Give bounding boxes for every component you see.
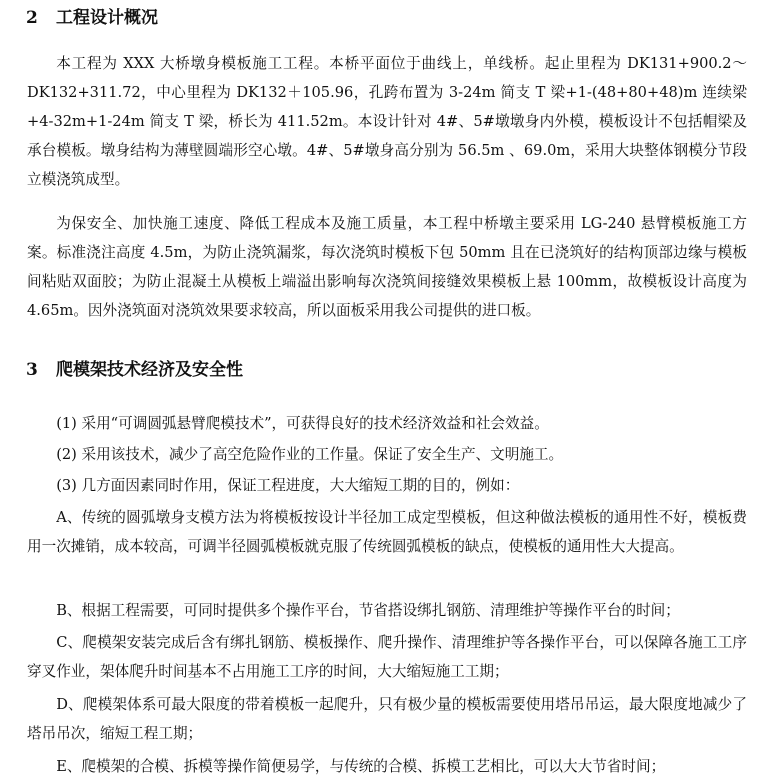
- section-3-paragraph-d: D、爬模架体系可最大限度的带着模板一起爬升，只有极少量的模板需要使用塔吊吊运，最大限度地减少了塔吊吊次，缩短工程工期；: [27, 696, 747, 742]
- section-3-paragraph-e: E、爬模架的合模、拆模等操作简便易学，与传统的合模、拆模工艺相比，可以大大节省时间；: [56, 758, 666, 775]
- section-2-paragraph-2: 为保安全、加快施工速度、降低工程成本及施工质量，本工程中桥墩主要采用 LG-240 悬臂模板施工方案。标准浇注高度 4.5m，为防止浇筑漏浆，每次浇筑时模板下包 50mm 且在已浇筑好的结构顶部边缘与模板间粘贴双面胶；为防止混凝土从模板上端溢出影响每次浇筑间接缝效果模板上悬 100mm，故模板设计高度为 4.65m。因外浇筑面对浇筑效果要求较高，所以面板采用我公司提供的进口板。: [27, 215, 747, 319]
- section-3-number: 3: [26, 360, 38, 380]
- section-3-heading: [26, 358, 243, 382]
- section-2-title: 工程设计概况: [56, 8, 158, 28]
- section-2-paragraph-1: 本工程为 XXX 大桥墩身模板施工工程。本桥平面位于曲线上，单线桥。起止里程为 DK131+900.2～DK132+311.72，中心里程为 DK132＋105.96，孔跨布置为 3-24m 简支 T 梁+1-(48+80+48)m 连续梁+4-32m+1-24m 简支 T 梁，桥长为 411.52m。本设计针对 4#、5#墩墩身内外模，模板设计不包括帽梁及承台模板。墩身结构为薄壁圆端形空心墩。4#、5#墩身高分别为 56.5m 、69.0m，采用大块整体钢模分节段立模浇筑成型。: [27, 55, 747, 188]
- section-2-number: 2: [26, 8, 38, 28]
- section-3-paragraph-a: A、传统的圆弧墩身支模方法为将模板按设计半径加工成定型模板，但这种做法模板的通用性不好，模板费用一次摊销，成本较高，可调半径圆弧模板就克服了传统圆弧模板的缺点，使模板的通用性大大提高。: [27, 509, 747, 555]
- section-3-item-1: (1) 采用“可调圆弧悬臂爬模技术”，可获得良好的技术经济效益和社会效益。: [56, 415, 549, 432]
- section-3-paragraph-b: B、根据工程需要，可同时提供多个操作平台，节省搭设绑扎钢筋、清理维护等操作平台的时间；: [56, 602, 680, 619]
- section-3-title: 爬模架技术经济及安全性: [56, 360, 243, 380]
- section-3-item-2: (2) 采用该技术，减少了高空危险作业的工作量。保证了安全生产、文明施工。: [56, 446, 564, 463]
- section-3-paragraph-c: C、爬模架安装完成后含有绑扎钢筋、模板操作、爬升操作、清理维护等各操作平台，可以保障各施工工序穿叉作业，架体爬升时间基本不占用施工工序的时间，大大缩短施工工期；: [27, 634, 747, 680]
- section-2-heading: [26, 6, 158, 30]
- section-3-item-3: (3) 几方面因素同时作用，保证工程进度，大大缩短工期的目的，例如：: [56, 477, 520, 494]
